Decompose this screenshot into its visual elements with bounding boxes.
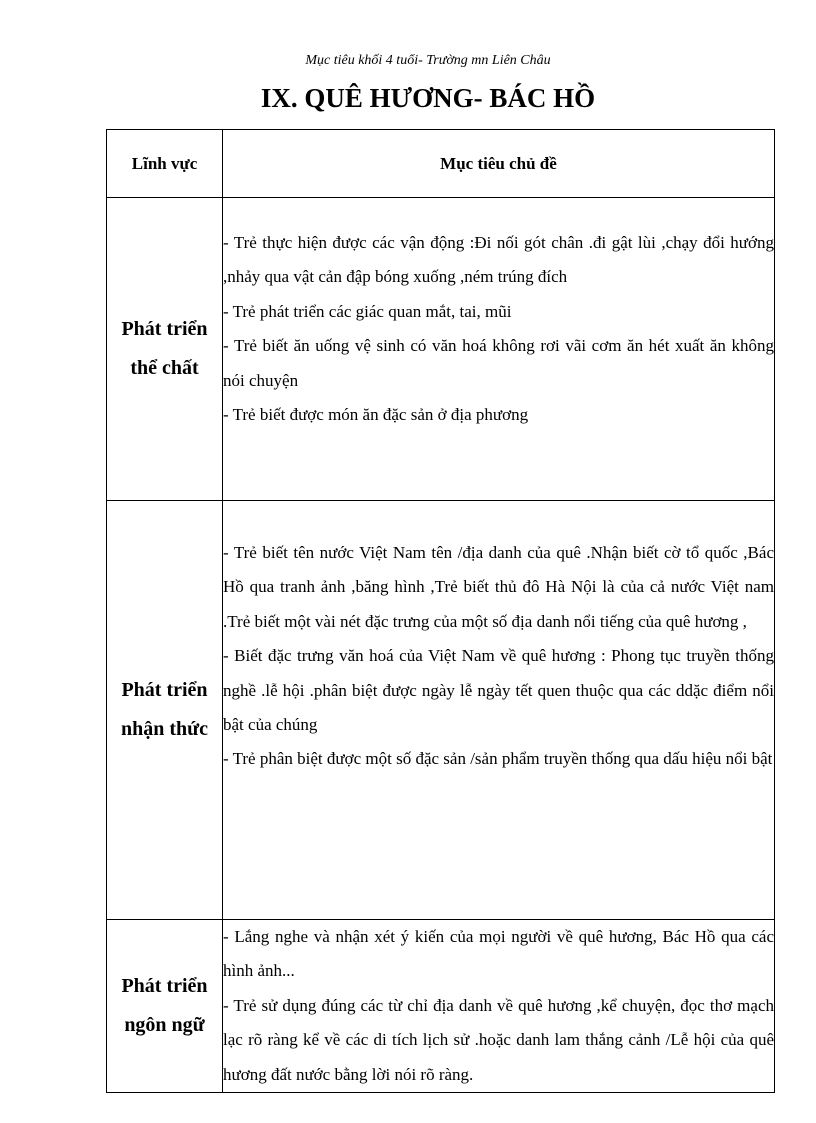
area-cell-physical [107,198,223,501]
area-label-line2: ngôn ngữ [124,1014,205,1037]
goal-item: - Trẻ biết được món ăn đặc sản ở địa phương [223,405,529,425]
goal-item: - Trẻ thực hiện được các vận động :Đi nối gót chân .đi gật lùi ,chạy đổi hướng ,nhảy qua vật cản đập bóng xuống ,ném trúng đích [223,233,774,287]
table-row [107,198,775,501]
area-label-line2: thể chất [130,357,199,379]
area-label-line1: Phát triển [121,679,208,701]
goal-item: - Lắng nghe và nhận xét ý kiến của mọi người về quê hương, Bác Hồ qua các hình ảnh... [223,927,774,981]
goal-item: - Trẻ phân biệt được một số đặc sản /sản phẩm truyền thống qua dấu hiệu nổi bật [223,749,773,769]
column-header-area: Lĩnh vực [107,130,223,198]
column-header-goals: Mục tiêu chủ đề [223,130,775,198]
header-note: Mục tiêu khối 4 tuổi- Trường mn Liên Châu [305,53,551,68]
table-row [107,501,775,920]
table-row [107,920,775,1093]
area-cell-language [107,920,223,1093]
goal-item: - Trẻ biết ăn uống vệ sinh có văn hoá không rơi vãi cơm ăn hét xuất ăn không nói chuyện [223,336,774,390]
area-cell-cognitive [107,501,223,920]
area-label-line1: Phát triển [121,975,208,998]
goals-table [106,129,775,1093]
goals-cell-cognitive [223,501,775,920]
area-label-line2: nhận thức [120,718,209,740]
goal-item: - Trẻ phát triển các giác quan mắt, tai, mũi [223,301,512,321]
table-header-row [107,130,775,198]
goals-cell-language [223,920,775,1093]
goal-item: - Trẻ biết tên nước Việt Nam tên /địa danh của quê .Nhận biết cờ tổ quốc ,Bác Hồ qua tranh ảnh ,băng hình ,Trẻ biết thủ đô Hà Nội là của cả nước Việt nam .Trẻ biết một vài nét đặc trưng của một số địa danh nổi tiếng của quê hương , [223,543,774,631]
goals-cell-physical [223,198,775,501]
goal-item: - Biết đặc trưng văn hoá của Việt Nam về quê hương : Phong tục truyền thống nghề .lễ hội .phân biệt được ngày lễ ngày tết quen thuộc qua các ddặc điểm nổi bật của chúng [223,646,774,735]
goal-item: - Trẻ sử dụng đúng các từ chỉ địa danh về quê hương ,kể chuyện, đọc thơ mạch lạc rõ ràng kể về các di tích lịch sử .hoặc danh lam thắng cảnh /Lễ hội của quê hương đất nước bằng lời nói rõ ràng. [223,995,774,1084]
page-title: IX. QUÊ HƯƠNG- BÁC HỒ [260,83,596,113]
area-label-line1: Phát triển [121,318,208,340]
